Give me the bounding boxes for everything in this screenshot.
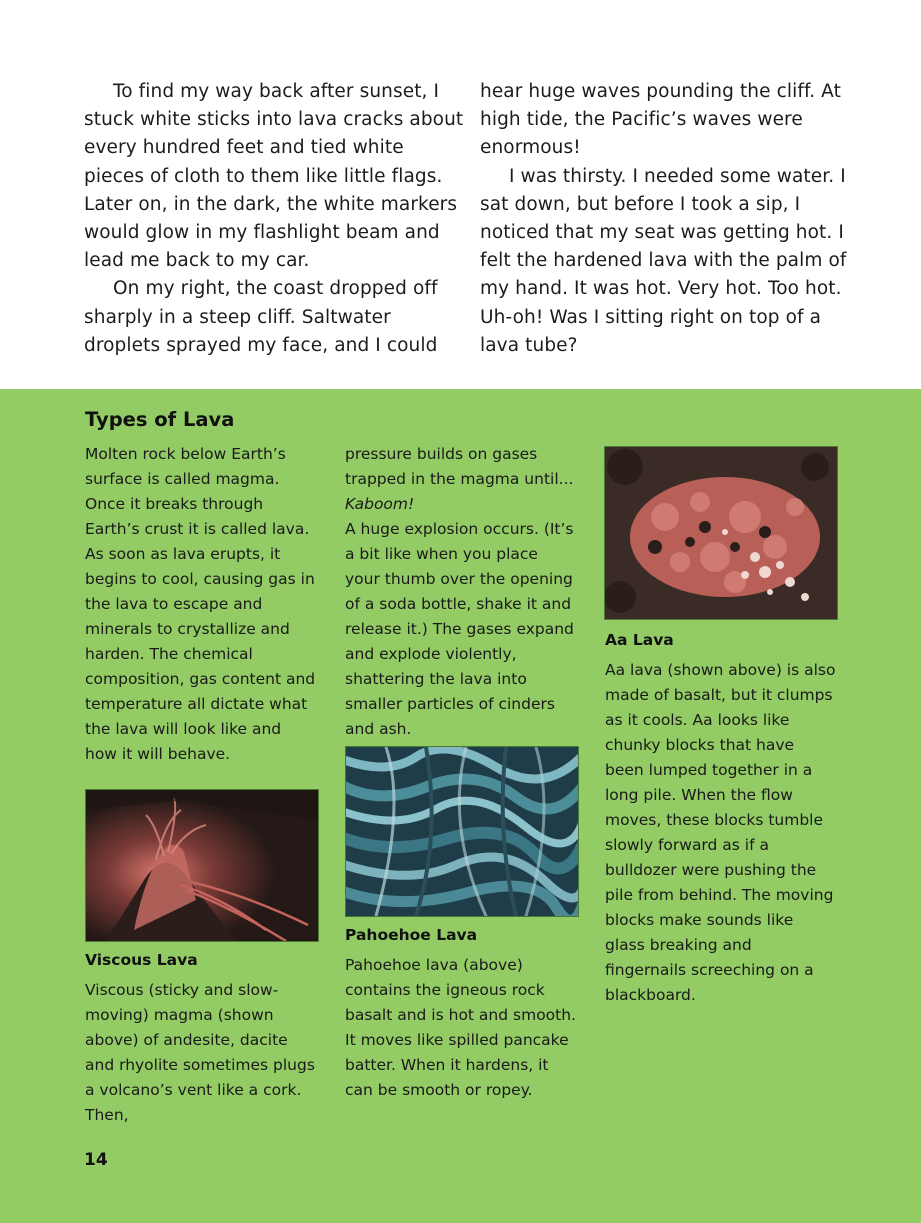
sidebar-intro xyxy=(85,442,317,767)
sidebar-continued xyxy=(345,442,577,742)
viscous-lava-caption xyxy=(85,978,317,1128)
story-paragraph: On my right, the coast dropped off sharply in a steep cliff. Saltwater droplets sprayed my face, and I could xyxy=(84,278,438,356)
aa-lava-text: Aa lava (shown above) is also made of basalt, but it clumps as it cools. Aa looks like chunky blocks that have been lumped together in a long pile. When the flow moves, these blocks tumble slowly forward as if a bulldozer were pushing the pile from behind. The moving blocks make sounds like glass breaking and fingernails screeching on a blackboard. xyxy=(605,661,836,1004)
pahoehoe-lava-text: Pahoehoe lava (above) contains the igneous rock basalt and is hot and smooth. It moves like spilled pancake batter. When it hardens, it can be smooth or ropey. xyxy=(345,956,576,1099)
aa-lava-caption xyxy=(605,658,837,1008)
aa-lava-title: Aa Lava xyxy=(605,631,674,649)
story-paragraph: hear huge waves pounding the cliff. At high tide, the Pacific’s waves were enormous! xyxy=(480,81,841,159)
aa-lava-photo xyxy=(604,446,838,620)
pahoehoe-lava-photo xyxy=(345,746,579,917)
viscous-lava-text: Viscous (sticky and slow-moving) magma (shown above) of andesite, dacite and rhyolite sometimes plugs a volcano’s vent like a cork. Then, xyxy=(85,981,315,1124)
pahoehoe-lava-caption xyxy=(345,953,577,1103)
story-column-right xyxy=(480,78,850,360)
kaboom-emphasis: Kaboom! xyxy=(345,495,415,513)
page-number: 14 xyxy=(84,1150,108,1170)
story-paragraph: I was thirsty. I needed some water. I sat down, but before I took a sip, I noticed that my seat was getting hot. I felt the hardened lava with the palm of my hand. It was hot. Very hot. Too hot. Uh-oh! Was I sitting right on top of a lava tube? xyxy=(480,165,847,356)
story-column-left xyxy=(84,78,464,360)
continued-text-before: pressure builds on gases trapped in the magma until... xyxy=(345,445,574,488)
viscous-lava-photo xyxy=(85,789,319,942)
pahoehoe-lava-title: Pahoehoe Lava xyxy=(345,926,478,944)
intro-text: Molten rock below Earth’s surface is called magma. Once it breaks through Earth’s crust it is called lava. As soon as lava erupts, it begins to cool, causing gas in the lava to escape and minerals to crystallize and harden. The chemical composition, gas content and temperature all dictate what the lava will look like and how it will behave. xyxy=(85,445,316,763)
story-paragraph: To find my way back after sunset, I stuck white sticks into lava cracks about every hundred feet and tied white pieces of cloth to them like little flags. Later on, in the dark, the white markers would glow in my flashlight beam and lead me back to my car. xyxy=(84,81,464,272)
sidebar-title: Types of Lava xyxy=(85,408,235,431)
viscous-lava-title: Viscous Lava xyxy=(85,951,198,969)
continued-text-after: A huge explosion occurs. (It’s a bit like when you place your thumb over the opening of a soda bottle, shake it and release it.) The gases expand and explode violently, shattering the lava into smaller particles of cinders and ash. xyxy=(345,520,574,738)
continued-text xyxy=(345,442,577,742)
